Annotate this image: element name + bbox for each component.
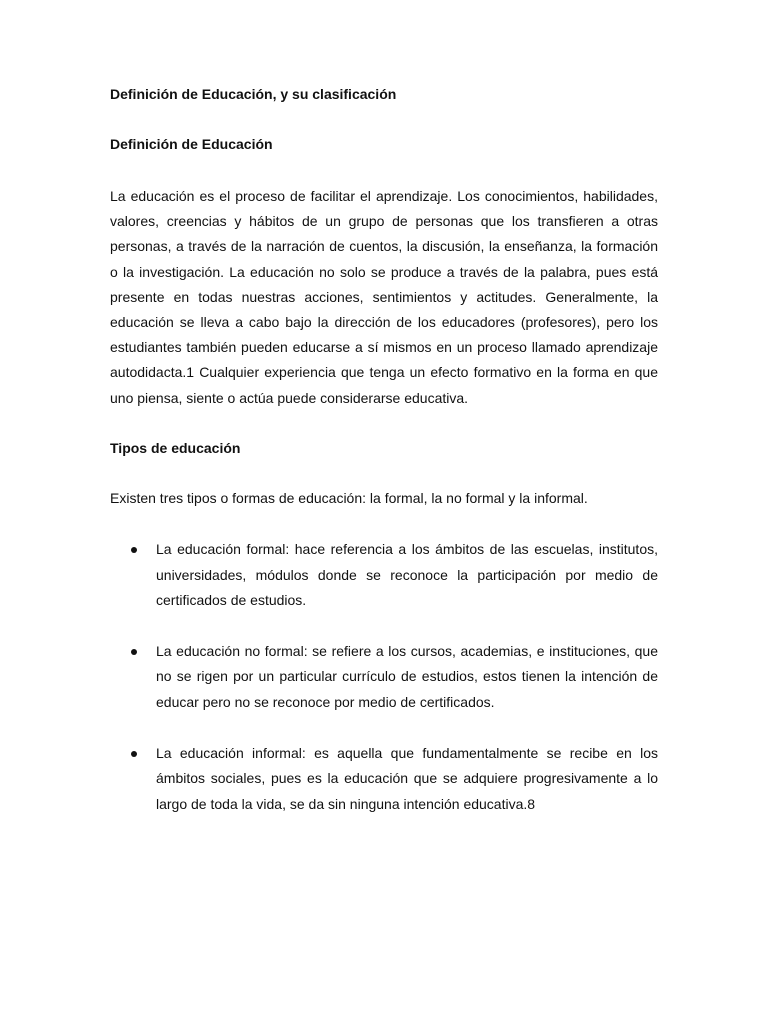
- definition-paragraph: La educación es el proceso de facilitar el aprendizaje. Los conocimientos, habilidades, valores, creencias y hábitos de un grupo de personas que los transfieren a otras personas, a través de la narración de cuentos, la discusión, la enseñanza, la formación o la investigación. La educación no solo se produce a través de la palabra, pues está presente en todas nuestras acciones, sentimientos y actitudes. Generalmente, la educación se lleva a cabo bajo la dirección de los educadores (profesores), pero los estudiantes también pueden educarse a sí mismos en un proceso llamado aprendizaje autodidacta.1 Cualquier experiencia que tenga un efecto formativo en la forma en que uno piensa, siente o actúa puede considerarse educativa.: [110, 188, 658, 406]
- list-item-text: La educación no formal: se refiere a los cursos, academias, e instituciones, que no se rigen por un particular currículo de estudios, estos tienen la intención de educar pero no se reconoce por medio de certificados.: [156, 642, 658, 710]
- list-item: [110, 741, 658, 818]
- bullet-icon: [131, 547, 137, 553]
- section-heading-tipos: Tipos de educación: [110, 439, 241, 456]
- bullet-icon: [131, 751, 137, 757]
- tipos-intro-paragraph: Existen tres tipos o formas de educación: la formal, la no formal y la informal.: [110, 489, 588, 506]
- bullet-icon: [131, 649, 137, 655]
- document-page: [110, 84, 658, 817]
- document-title: Definición de Educación, y su clasificación: [110, 86, 397, 102]
- tipos-bullet-list: [110, 537, 658, 817]
- list-item: [110, 639, 658, 716]
- section-heading-definicion: Definición de Educación: [110, 136, 273, 152]
- list-item-text: La educación informal: es aquella que fundamentalmente se recibe en los ámbitos sociales, pues es la educación que se adquiere progresivamente a lo largo de toda la vida, se da sin ninguna intención educativa.8: [156, 744, 658, 812]
- list-item-text: La educación formal: hace referencia a los ámbitos de las escuelas, institutos, universidades, módulos donde se reconoce la participación por medio de certificados de estudios.: [156, 541, 658, 609]
- list-item: [110, 537, 658, 614]
